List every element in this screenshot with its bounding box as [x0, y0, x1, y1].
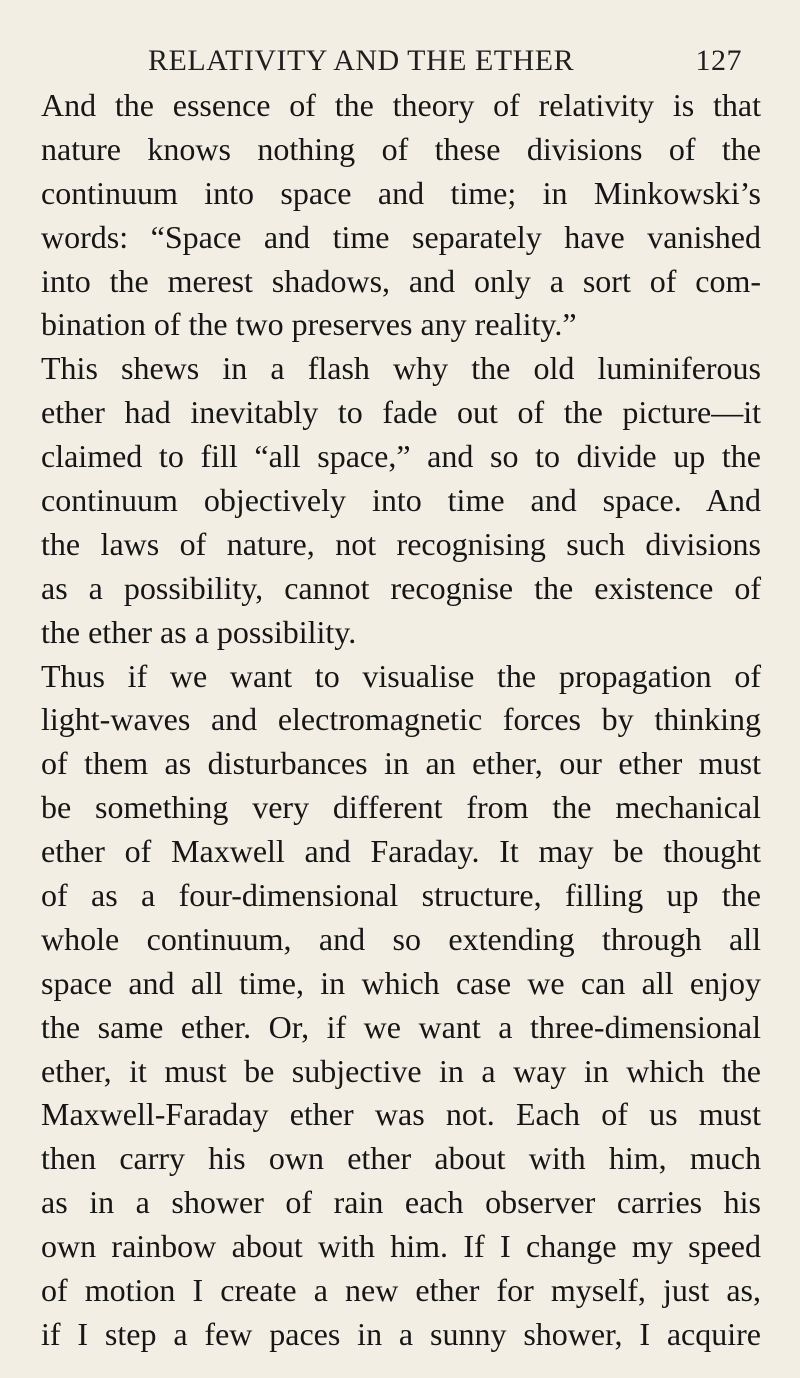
text-line: of them as disturbances in an ether, our ether must: [41, 745, 761, 782]
text-line: of as a four-dimensional structure, filling up the: [41, 877, 761, 914]
text-line: nature knows nothing of these divisions of the: [41, 130, 761, 167]
text-line: whole continuum, and so extending through all: [41, 920, 761, 957]
text-line: ether, it must be subjective in a way in which the: [41, 1052, 761, 1089]
text-line: own rainbow about with him. If I change my speed: [41, 1228, 761, 1265]
text-line: as a possibility, cannot recognise the existence of: [41, 569, 761, 606]
body-text: [41, 84, 761, 1357]
running-title: RELATIVITY AND THE ETHER: [148, 44, 575, 77]
text-line: space and all time, in which case we can all enjoy: [41, 964, 761, 1001]
text-line: into the merest shadows, and only a sort of com-: [41, 262, 761, 299]
text-line: the laws of nature, not recognising such divisions: [41, 525, 761, 562]
text-line: the same ether. Or, if we want a three-dimensional: [41, 1008, 761, 1045]
text-line: if I step a few paces in a sunny shower, I acquire: [41, 1315, 761, 1352]
text-line: light-waves and electromagnetic forces by thinking: [41, 701, 761, 738]
text-line: continuum objectively into time and space. And: [41, 482, 761, 519]
text-line: This shews in a flash why the old luminiferous: [41, 350, 761, 387]
text-line: Maxwell-Faraday ether was not. Each of us must: [41, 1096, 761, 1133]
text-line: ether of Maxwell and Faraday. It may be thought: [41, 833, 761, 870]
text-line: as in a shower of rain each observer carries his: [41, 1184, 761, 1221]
text-line: of motion I create a new ether for myself, just as,: [41, 1272, 761, 1309]
text-line: words: “Space and time separately have vanished: [41, 218, 761, 255]
running-header: [148, 44, 742, 78]
text-line: claimed to fill “all space,” and so to divide up the: [41, 438, 761, 475]
text-line: ether had inevitably to fade out of the picture—it: [41, 394, 761, 431]
text-line: be something very different from the mechanical: [41, 789, 761, 826]
text-line: bination of the two preserves any reality.”: [41, 306, 577, 343]
paragraph: [41, 347, 761, 654]
text-line: Thus if we want to visualise the propagation of: [41, 657, 761, 694]
text-line: the ether as a possibility.: [41, 613, 357, 650]
paragraph: [41, 655, 761, 1357]
paragraph: [41, 84, 761, 347]
page-number: 127: [695, 44, 742, 77]
text-line: And the essence of the theory of relativity is that: [41, 87, 761, 123]
text-line: continuum into space and time; in Minkowski’s: [41, 174, 761, 211]
text-line: then carry his own ether about with him, much: [41, 1140, 761, 1177]
